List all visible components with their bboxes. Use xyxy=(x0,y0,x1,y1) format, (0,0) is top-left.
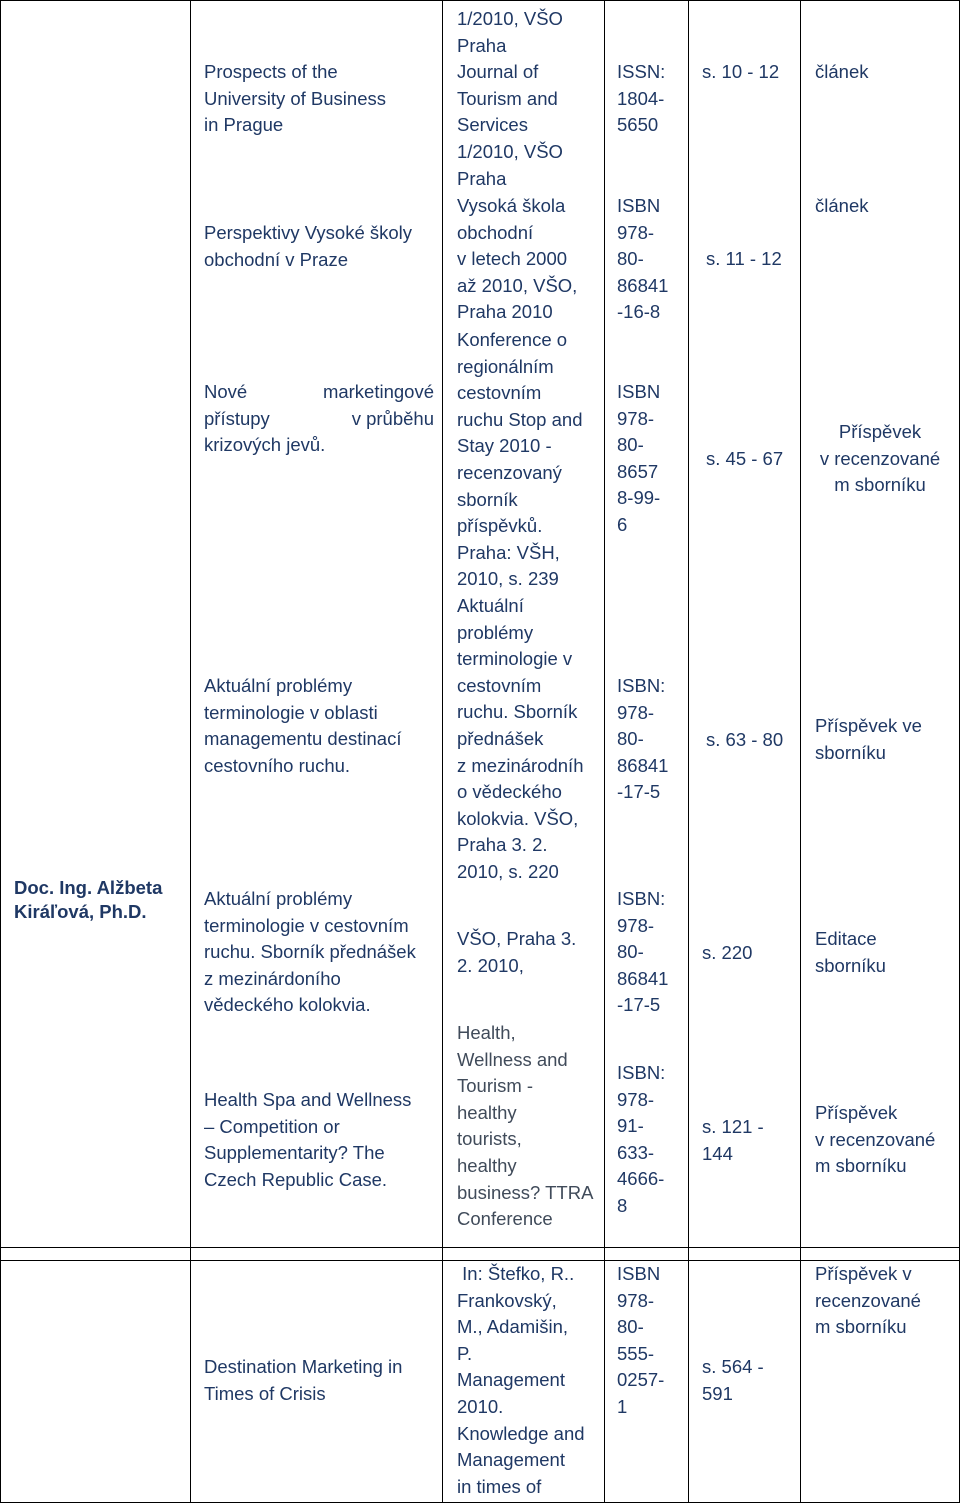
publication-title: Health Spa and Wellness – Competition or Supplementarity? The Czech Republic Case. xyxy=(204,1089,412,1190)
table-col-divider xyxy=(190,0,191,1503)
publication-title: Prospects of the University of Business in Prague xyxy=(204,61,386,136)
table-col-divider xyxy=(442,0,443,1503)
publication-pages: s. 121 - 144 xyxy=(702,1116,764,1164)
author-name xyxy=(14,876,162,924)
publication-source: In: Štefko, R.. Frankovský, M., Adamišin, P. Management 2010. Knowledge and Management in times of xyxy=(457,1263,585,1497)
publication-identifier: ISBN 978- 80- 86841 -16-8 xyxy=(617,195,669,323)
publication-title: Aktuální problémy terminologie v cestovním ruchu. Sborník přednášek z mezinárdoního vědeckého kolokvia. xyxy=(204,888,416,1016)
publication-identifier: ISSN: 1804- 5650 xyxy=(617,61,666,136)
table-border-top xyxy=(0,0,960,1)
publication-type: článek xyxy=(815,195,869,216)
publication-pages: s. 564 - 591 xyxy=(702,1356,764,1404)
publication-pages: s. 10 - 12 xyxy=(702,61,780,82)
publication-identifier: ISBN: 978- 80- 86841 -17-5 xyxy=(617,675,669,803)
publication-pages: s. 63 - 80 xyxy=(706,729,784,750)
publication-title: Perspektivy Vysoké školy obchodní v Praze xyxy=(204,222,413,270)
table-col-divider xyxy=(604,0,605,1503)
publication-type: článek xyxy=(815,61,869,82)
author-line: Doc. Ing. Alžbeta xyxy=(14,877,163,898)
publication-source: Konference o regionálním cestovním ruchu Stop and Stay 2010 - recenzovaný sborník příspěvků. Praha: VŠH, 2010, s. 239 xyxy=(457,329,583,590)
author-line: Kiráľová, Ph.D. xyxy=(14,901,147,922)
publication-source: Health, Wellness and Tourism - healthy tourists, healthy business? TTRA Conference xyxy=(457,1022,594,1230)
table-row-divider xyxy=(0,1247,960,1248)
publication-identifier: ISBN 978- 80- 555- 0257- 1 xyxy=(617,1263,665,1417)
publication-source: VŠO, Praha 3. 2. 2010, xyxy=(457,928,577,976)
table-border-left xyxy=(0,0,1,1503)
publication-pages: s. 220 xyxy=(702,942,753,963)
publication-type: Příspěvek v recenzované m sborníku xyxy=(815,1102,936,1177)
publication-identifier: ISBN: 978- 91- 633- 4666- 8 xyxy=(617,1062,666,1216)
publication-source: Vysoká škola obchodní v letech 2000 až 2010, VŠO, Praha 2010 xyxy=(457,195,578,323)
publication-title: Aktuální problémy terminologie v oblasti managementu destinací cestovního ruchu. xyxy=(204,675,402,776)
publication-type: Editace sborníku xyxy=(815,928,886,976)
publication-type: Příspěvek ve sborníku xyxy=(815,715,922,763)
publication-title: Destination Marketing in Times of Crisis xyxy=(204,1356,403,1404)
publication-identifier: ISBN 978- 80- 8657 8-99- 6 xyxy=(617,381,661,535)
publication-type: Příspěvek v recenzované m sborníku xyxy=(819,421,941,496)
table-col-divider xyxy=(800,0,801,1503)
publication-source: 1/2010, VŠO Praha Journal of Tourism and Services 1/2010, VŠO Praha xyxy=(457,8,563,189)
publication-type: Příspěvek v recenzované m sborníku xyxy=(815,1263,921,1338)
table-col-divider xyxy=(688,0,689,1503)
publication-title: Nové marketingové přístupy v průběhu krizových jevů. xyxy=(204,381,434,456)
publication-source: Aktuální problémy terminologie v cestovním ruchu. Sborník přednášek z mezinárodníh o vědeckého kolokvia. VŠO, Praha 3. 2. 2010, s. 220 xyxy=(457,595,584,882)
publication-identifier: ISBN: 978- 80- 86841 -17-5 xyxy=(617,888,669,1016)
publication-pages: s. 45 - 67 xyxy=(706,448,784,469)
publication-pages: s. 11 - 12 xyxy=(706,248,782,269)
